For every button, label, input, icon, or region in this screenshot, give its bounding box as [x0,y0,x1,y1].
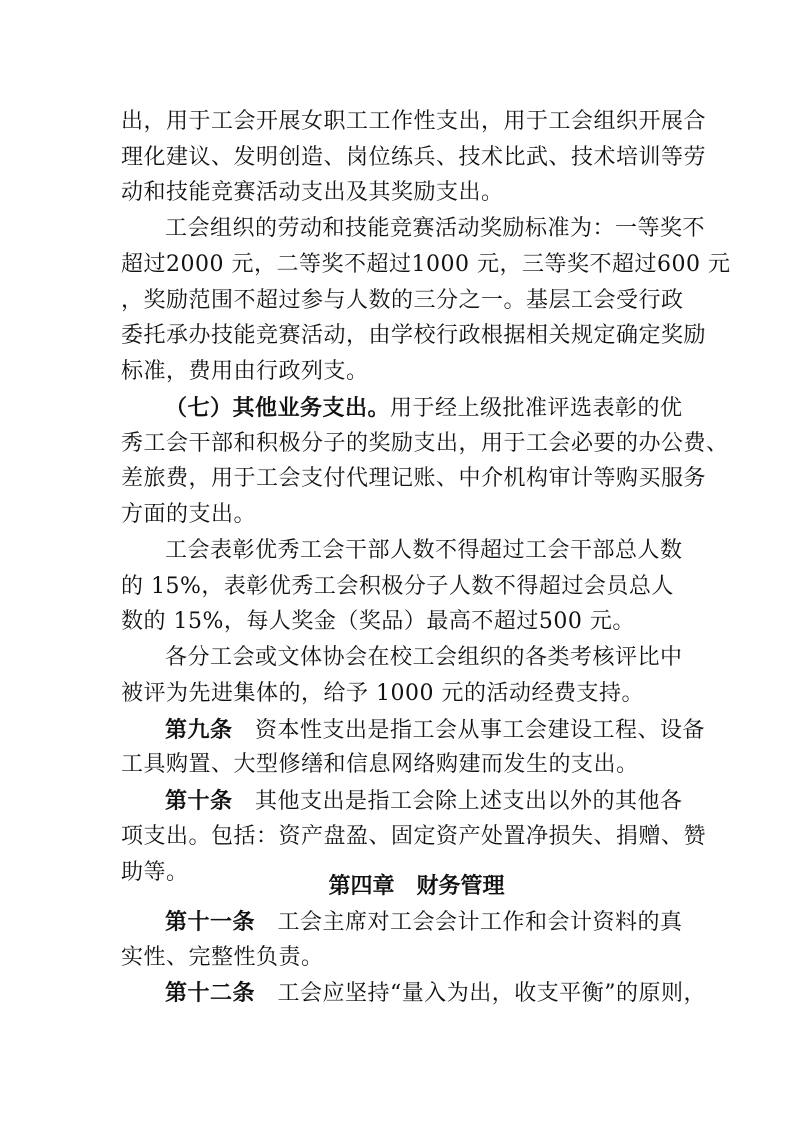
paragraph-line: 出，用于工会开展女职工工作性支出，用于工会组织开展合 [121,109,707,134]
paragraph-line: 各分工会或文体协会在校工会组织的各类考核评比中 [165,645,683,670]
paragraph-text: 资本性支出是指工会从事工会建设工程、设备 [255,718,706,743]
paragraph-line: 方面的支出。 [121,502,257,527]
article-label: 第九条 [165,717,233,743]
paragraph-line: 工具购置、大型修缮和信息网络购建而发生的支出。 [121,752,639,777]
article-label: 第十一条 [165,909,256,935]
paragraph-text: 工会应坚持“量入为出，收支平衡”的原则， [277,981,707,1006]
article-label: 第十二条 [165,980,256,1006]
paragraph-line: 实性、完整性负责。 [121,945,324,970]
paragraph-line: 数的 15%，每人奖金（奖品）最高不超过500 元。 [121,609,635,634]
paragraph-line: ，奖励范围不超过参与人数的三分之一。基层工会受行政 [121,288,684,313]
paragraph-line [165,390,683,426]
paragraph-line [165,904,683,940]
paragraph-line [165,712,706,748]
paragraph-line: 项支出。包括：资产盘盈、固定资产处置净损失、捐赠、赞 [121,824,707,849]
paragraph-line: 标准，费用由行政列支。 [121,359,369,384]
paragraph-line: 被评为先进集体的，给予 1000 元的活动经费支持。 [121,681,644,706]
chapter-heading-display [0,868,793,904]
paragraph-text: 用于经上级批准评选表彰的优 [390,396,683,421]
paragraph-line: 动和技能竞赛活动支出及其奖励支出。 [121,180,504,205]
paragraph-line: 的 15%，表彰优秀工会积极分子人数不得超过会员总人 [121,574,674,599]
paragraph-text: 工会主席对工会会计工作和会计资料的真 [277,910,683,935]
paragraph-line [165,975,707,1011]
section-label: （七）其他业务支出。 [165,395,391,421]
paragraph-line: 理化建议、发明创造、岗位练兵、技术比武、技术培训等劳 [121,145,707,170]
paragraph-line: 超过2000 元，二等奖不超过1000 元，三等奖不超过600 元 [121,252,731,277]
chapter-heading-text: 第四章 财务管理 [328,873,505,899]
paragraph-line: 工会表彰优秀工会干部人数不得超过工会干部总人数 [165,538,683,563]
article-label: 第十条 [165,788,233,814]
paragraph-line [165,783,683,819]
paragraph-line: 助等。 [121,860,189,885]
paragraph-text: 其他支出是指工会除上述支出以外的其他各 [255,789,683,814]
paragraph-line: 秀工会干部和积极分子的奖励支出，用于工会必要的办公费、 [121,431,729,456]
paragraph-line: 工会组织的劳动和技能竞赛活动奖励标准为：一等奖不 [165,216,706,241]
paragraph-line: 委托承办技能竞赛活动，由学校行政根据相关规定确定奖励 [121,323,707,348]
paragraph-line: 差旅费，用于工会支付代理记账、中介机构审计等购买服务 [121,466,707,491]
